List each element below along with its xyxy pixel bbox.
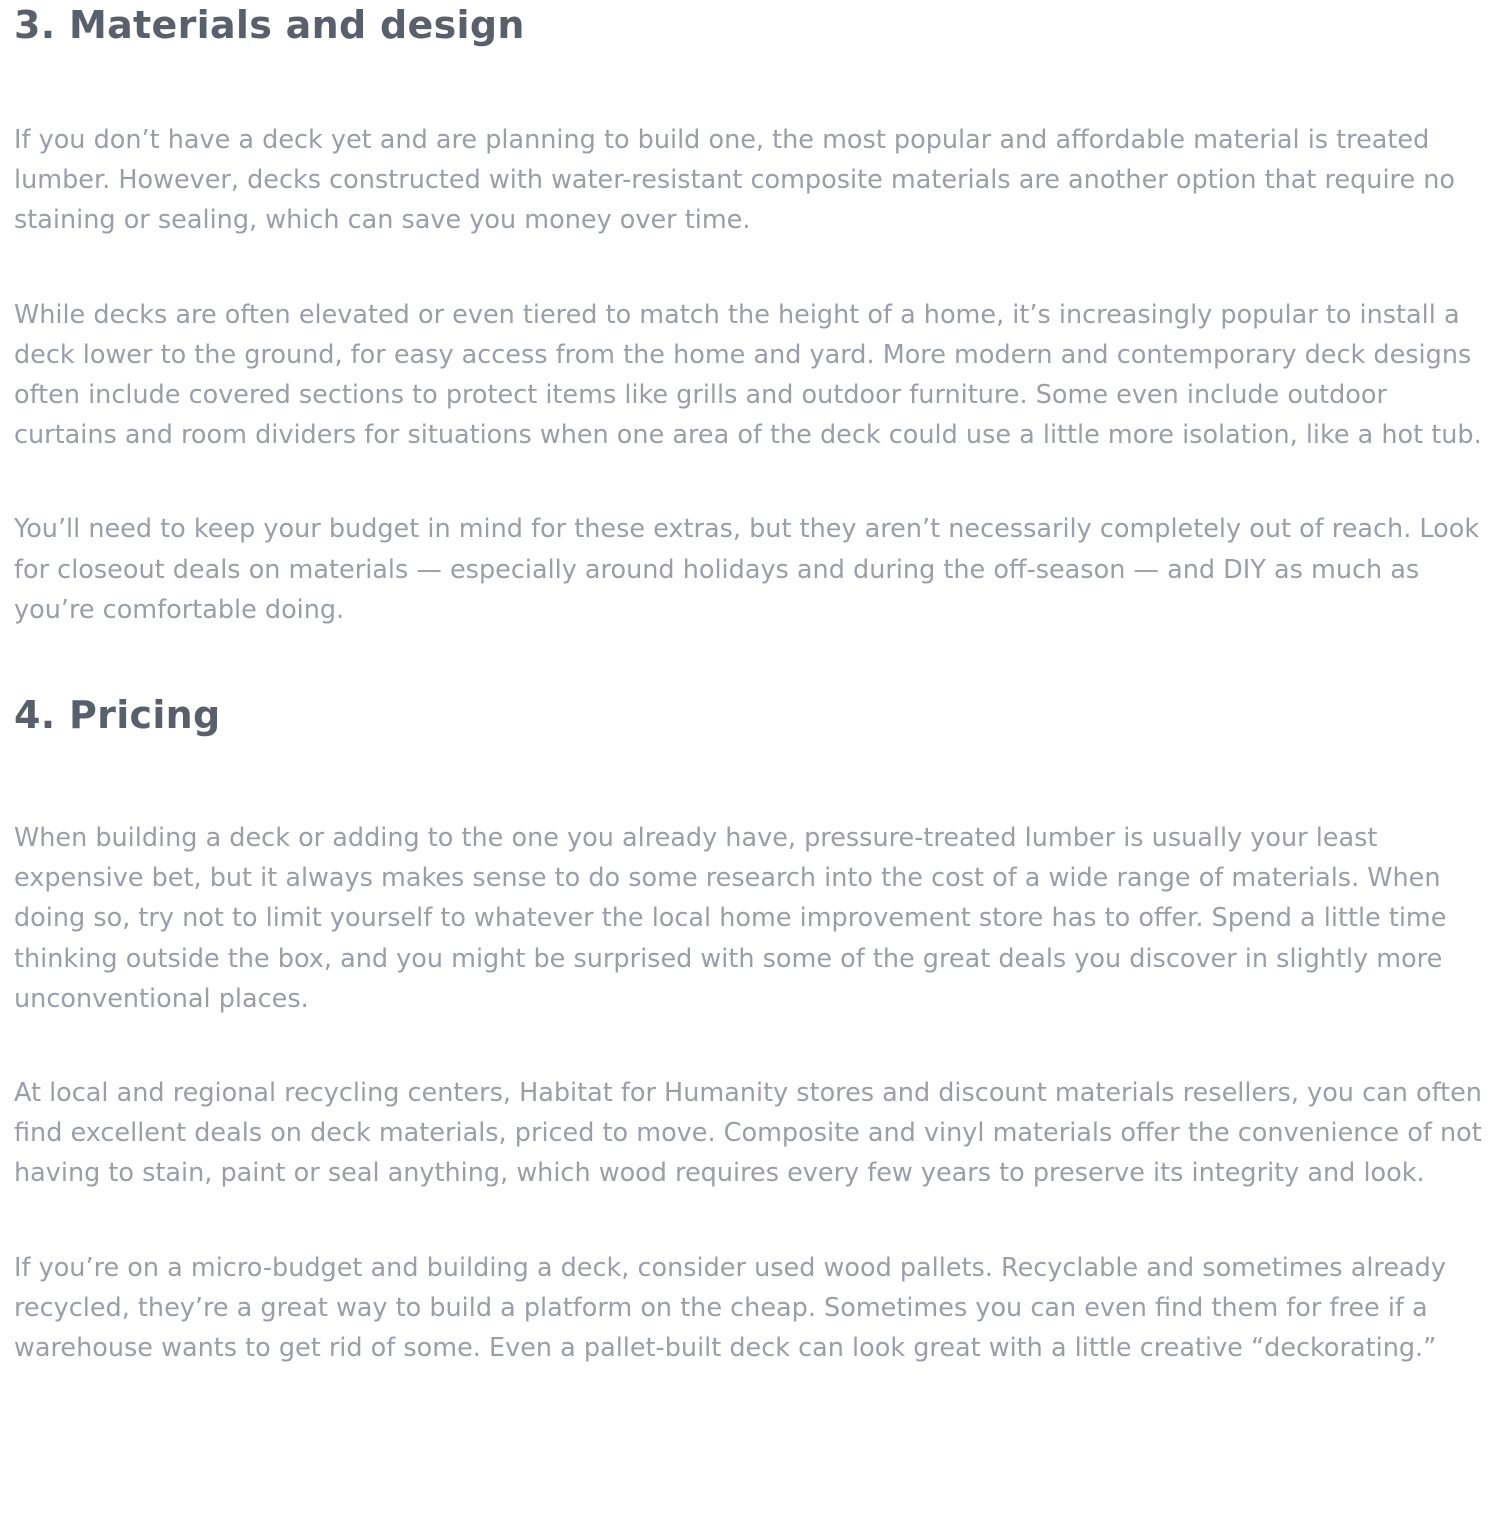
paragraph-pricing-1: When building a deck or adding to the one you already have, pressure-treated lumber is usually your least expensive bet, but it always makes sense to do some research into the cost of a wide range of materials. When doing so, try not to limit yourself to whatever the local home improvement store has to offer. Spend a little time thinking outside the box, and you might be surprised with some of the great deals you discover in slightly more unconventional places. (14, 823, 1447, 1014)
paragraph-materials-1: If you don’t have a deck yet and are planning to build one, the most popular and affordable material is treated lumber. However, decks constructed with water-resistant composite materials are another option that require no staining or sealing, which can save you money over time. (14, 125, 1456, 236)
paragraph-materials-3: You’ll need to keep your budget in mind for these extras, but they aren’t necessarily completely out of reach. Look for closeout deals on materials — especially around holidays and during the off-season — and DIY as much as you’re comfortable doing. (14, 514, 1480, 625)
paragraph-pricing-3: If you’re on a micro-budget and building a deck, consider used wood pallets. Recyclable and sometimes already recycled, they’re a great way to build a platform on the cheap. Sometimes you can even find them for free if a warehouse wants to get rid of some. Even a pallet-built deck can look great with a little creative “deckorating.” (14, 1252, 1446, 1364)
section-heading-materials-and-design: 3. Materials and design (14, 3, 525, 47)
paragraph-pricing-2: At local and regional recycling centers, Habitat for Humanity stores and discount materials resellers, you can often find excellent deals on deck materials, priced to move. Composite and vinyl materials offer the convenience of not having to stain, paint or seal anything, which wood requires every few years to preserve its integrity and look. (14, 1078, 1482, 1189)
section-heading-pricing: 4. Pricing (14, 693, 221, 738)
paragraph-materials-2: While decks are often elevated or even tiered to match the height of a home, it’s increasingly popular to install a deck lower to the ground, for easy access from the home and yard. More modern and contemporary deck designs often include covered sections to protect items like grills and outdoor furniture. Some even include outdoor curtains and room dividers for situations when one area of the deck could use a little more isolation, like a hot tub. (14, 299, 1482, 451)
